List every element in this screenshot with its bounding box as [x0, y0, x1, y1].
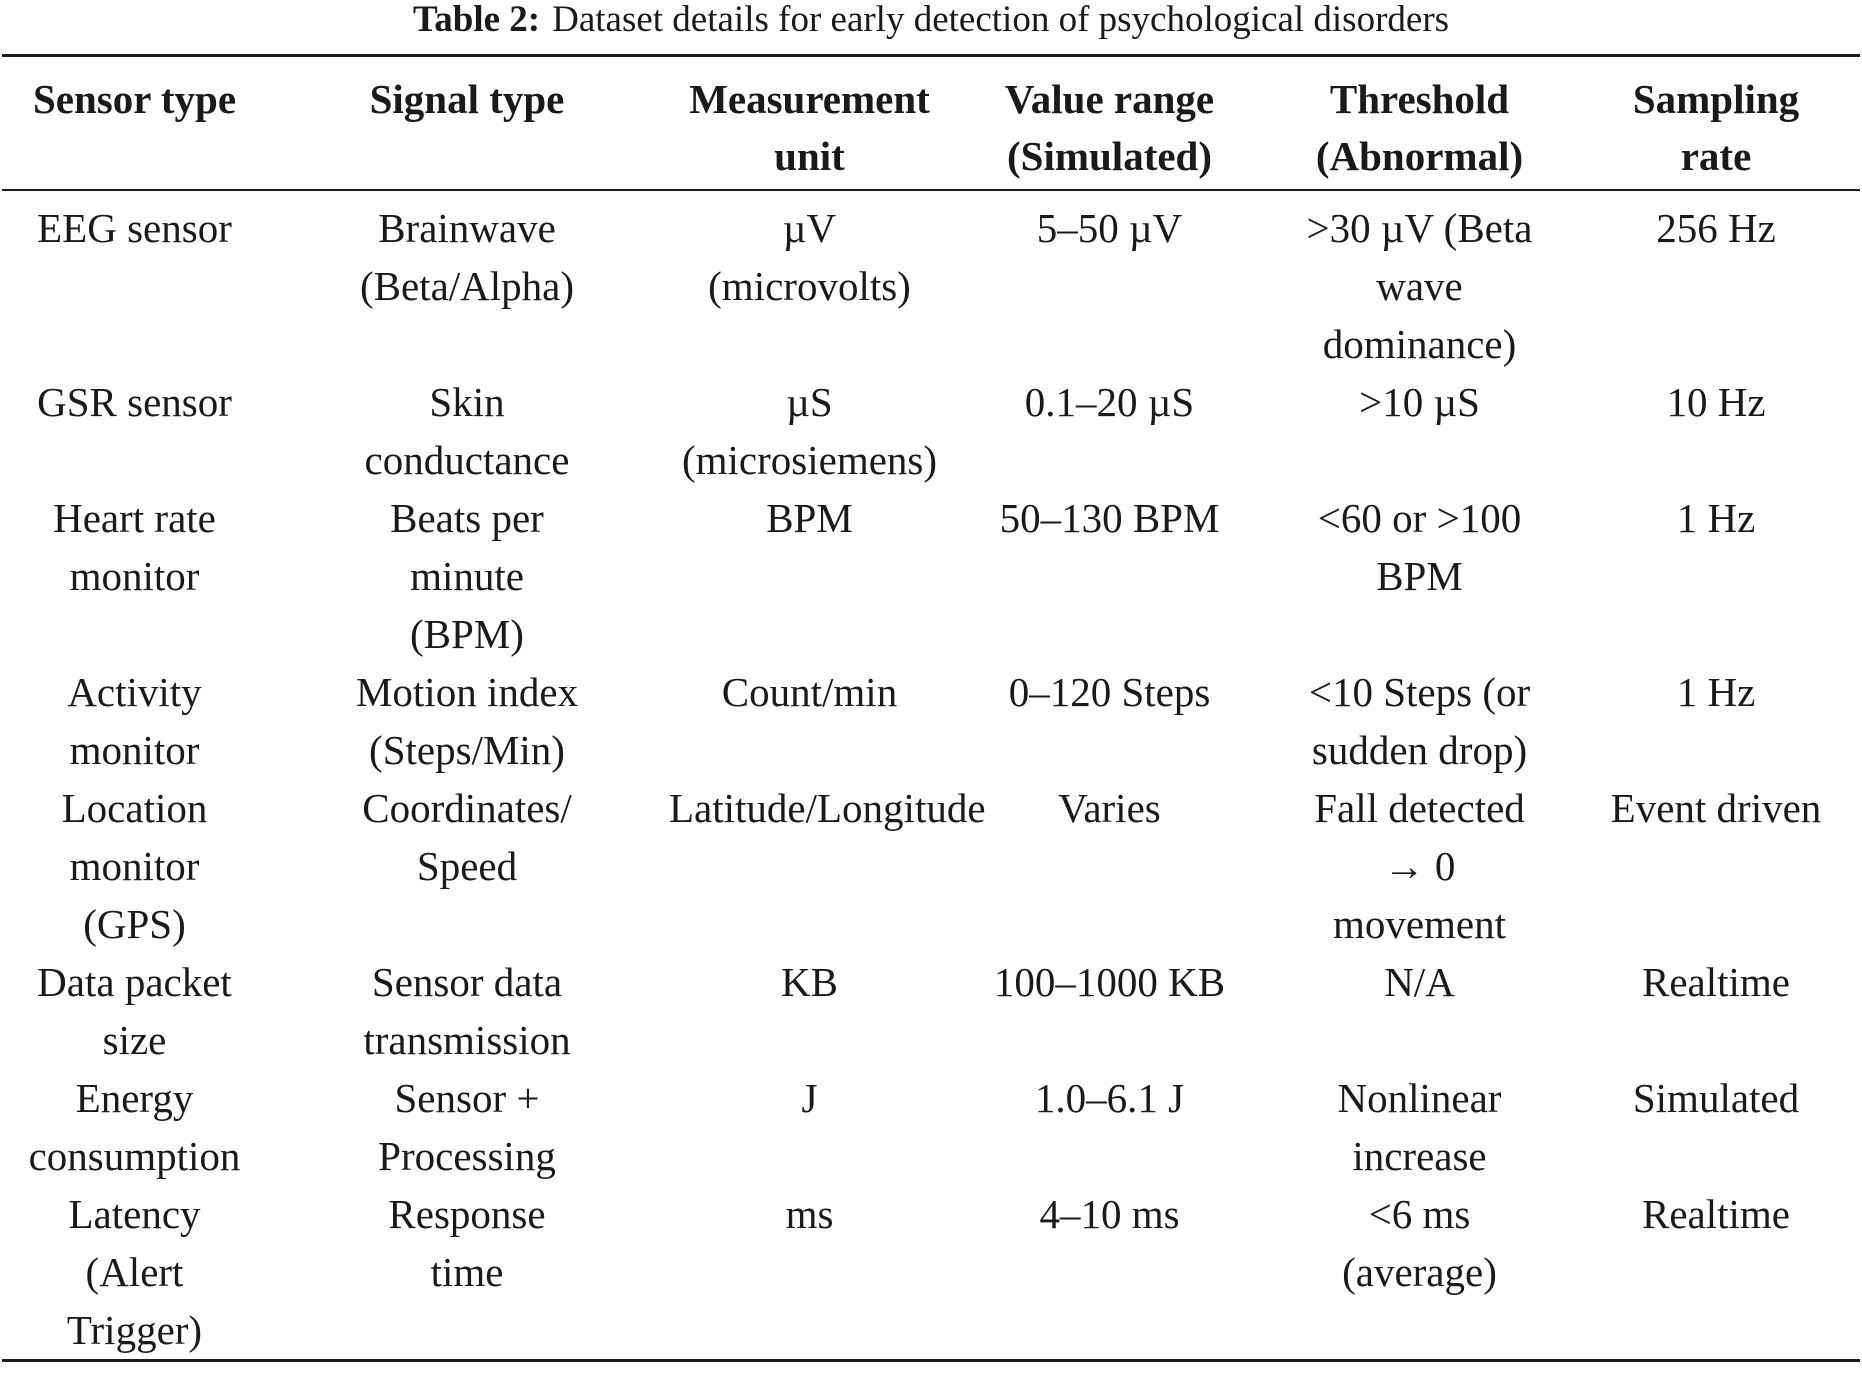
table-cell-value-range: [952, 1185, 1267, 1361]
table-cell-value-range: [952, 190, 1267, 373]
table-cell-sensor-type: [2, 779, 267, 953]
table-cell-sensor-type: [2, 190, 267, 373]
column-header-sampling-rate: [1572, 56, 1860, 191]
table-cell-line: Count/min: [721, 669, 898, 715]
table-cell-line: minute: [410, 553, 524, 599]
table-cell-measurement-unit: [667, 1185, 952, 1361]
table-cell-measurement-unit: [667, 1069, 952, 1185]
table-caption-label: Table 2:: [412, 0, 541, 40]
table-cell-line: dominance): [1322, 321, 1517, 367]
table-cell-threshold: [1267, 663, 1572, 779]
table-cell-line: Motion index: [355, 669, 579, 715]
table-cell-line: <60 or >100: [1317, 495, 1522, 541]
table-cell-line: (Beta/Alpha): [359, 263, 575, 309]
table-cell-line: Coordinates/: [362, 785, 572, 831]
table-row: [2, 489, 1860, 663]
table-cell-sensor-type: [2, 489, 267, 663]
table-cell-line: 1 Hz: [1676, 495, 1756, 541]
table-cell-signal-type: [267, 190, 667, 373]
table-cell-line: Fall detected: [1314, 785, 1525, 831]
table-cell-line: (Steps/Min): [369, 727, 565, 773]
table-cell-line: Response: [388, 1191, 546, 1237]
column-header-signal-type: [267, 56, 667, 191]
table-cell-line: sudden drop): [1311, 727, 1528, 773]
table-cell-signal-type: [267, 663, 667, 779]
table-cell-line: Latitude/Longitude: [669, 785, 986, 831]
table-cell-line: ms: [785, 1191, 834, 1237]
table-cell-line: consumption: [28, 1133, 241, 1179]
table-cell-line: µV: [782, 205, 837, 251]
table-cell-measurement-unit: [667, 953, 952, 1069]
table-cell-sampling-rate: [1572, 190, 1860, 373]
table-cell-line: >10 µS: [1359, 379, 1480, 425]
table-cell-line: <10 Steps (or: [1308, 669, 1531, 715]
column-header-sensor-type: [2, 56, 267, 191]
column-header-line: Threshold: [1329, 76, 1510, 122]
table-cell-threshold: [1267, 489, 1572, 663]
table-cell-sensor-type: [2, 663, 267, 779]
table-cell-threshold: [1267, 953, 1572, 1069]
column-header-measurement-unit: [667, 56, 952, 191]
table-cell-value-range: [952, 779, 1267, 953]
table-cell-line: Location: [61, 785, 208, 831]
table-cell-signal-type: [267, 373, 667, 489]
table-cell-line: → 0: [1383, 843, 1456, 889]
table-cell-line: 100–1000 KB: [993, 959, 1226, 1005]
table-cell-threshold: [1267, 1185, 1572, 1361]
table-row: [2, 953, 1860, 1069]
table-row: [2, 190, 1860, 373]
table-cell-line: conductance: [364, 437, 570, 483]
table-cell-line: increase: [1352, 1133, 1487, 1179]
column-header-line: Signal type: [369, 76, 565, 122]
table-cell-line: GSR sensor: [37, 379, 232, 425]
table-cell-line: Latency: [68, 1191, 201, 1237]
table-row: [2, 373, 1860, 489]
table-cell-value-range: [952, 1069, 1267, 1185]
table-cell-line: Processing: [378, 1133, 556, 1179]
table-cell-line: 1.0–6.1 J: [1034, 1075, 1185, 1121]
column-header-line: Value range: [1004, 76, 1215, 122]
table-cell-line: 0.1–20 µS: [1024, 379, 1195, 425]
table-cell-line: 5–50 µV: [1036, 205, 1183, 251]
dataset-details-table: [2, 54, 1860, 1362]
column-header-line: unit: [774, 133, 845, 179]
table-cell-line: Speed: [416, 843, 518, 889]
table-cell-signal-type: [267, 953, 667, 1069]
table-cell-line: Simulated: [1632, 1075, 1800, 1121]
table-cell-line: Nonlinear: [1337, 1075, 1502, 1121]
table-row: [2, 779, 1860, 953]
table-cell-line: Energy: [75, 1075, 194, 1121]
table-row: [2, 663, 1860, 779]
column-header-line: Sensor type: [32, 76, 237, 122]
table-header: [2, 56, 1860, 191]
table-cell-sensor-type: [2, 373, 267, 489]
table-cell-line: Trigger): [66, 1307, 203, 1353]
table-cell-line: movement: [1332, 901, 1507, 947]
table-cell-measurement-unit: [667, 190, 952, 373]
table-cell-sampling-rate: [1572, 953, 1860, 1069]
table-cell-line: 1 Hz: [1676, 669, 1756, 715]
table-cell-measurement-unit: [667, 489, 952, 663]
table-cell-threshold: [1267, 190, 1572, 373]
table-cell-line: Activity: [67, 669, 202, 715]
table-cell-line: Skin: [429, 379, 505, 425]
table-cell-line: Beats per: [390, 495, 544, 541]
table-cell-line: transmission: [363, 1017, 571, 1063]
table-caption-text: Dataset details for early detection of psychological disorders: [552, 0, 1450, 40]
column-header-line: (Simulated): [1007, 133, 1212, 179]
table-cell-line: time: [430, 1249, 504, 1295]
table-caption: [2, 0, 1860, 54]
table-cell-line: >30 µV (Beta: [1306, 205, 1533, 251]
table-cell-signal-type: [267, 779, 667, 953]
column-header-line: rate: [1680, 133, 1752, 179]
table-cell-measurement-unit: [667, 663, 952, 779]
column-header-value-range: [952, 56, 1267, 191]
table-cell-line: size: [102, 1017, 167, 1063]
table-cell-line: KB: [781, 959, 838, 1005]
table-row: [2, 1185, 1860, 1361]
table-cell-line: Sensor +: [394, 1075, 540, 1121]
table-cell-signal-type: [267, 489, 667, 663]
table-cell-line: 0–120 Steps: [1008, 669, 1211, 715]
table-cell-line: monitor: [69, 843, 200, 889]
column-header-line: (Abnormal): [1315, 133, 1524, 179]
column-header-threshold: [1267, 56, 1572, 191]
table-cell-line: (BPM): [410, 611, 524, 657]
table-cell-signal-type: [267, 1185, 667, 1361]
table-cell-signal-type: [267, 1069, 667, 1185]
table-cell-line: N/A: [1384, 959, 1455, 1005]
column-header-line: Measurement: [689, 76, 930, 122]
table-cell-line: Data packet: [37, 959, 232, 1005]
table-cell-line: Brainwave: [378, 205, 556, 251]
table-cell-line: (microsiemens): [681, 437, 938, 483]
table-row: [2, 1069, 1860, 1185]
table-cell-line: 256 Hz: [1656, 205, 1776, 251]
table-cell-line: (GPS): [83, 901, 186, 947]
table-cell-line: µS: [786, 379, 833, 425]
table-cell-line: BPM: [766, 495, 853, 541]
table-cell-line: monitor: [69, 553, 200, 599]
table-cell-threshold: [1267, 1069, 1572, 1185]
table-cell-line: 50–130 BPM: [999, 495, 1220, 541]
table-cell-line: (average): [1342, 1249, 1497, 1295]
table-cell-line: BPM: [1376, 553, 1463, 599]
table-cell-line: J: [801, 1075, 818, 1121]
table-cell-line: EEG sensor: [37, 205, 232, 251]
table-cell-value-range: [952, 489, 1267, 663]
table-cell-sampling-rate: [1572, 489, 1860, 663]
table-cell-sensor-type: [2, 953, 267, 1069]
table-cell-sampling-rate: [1572, 663, 1860, 779]
table-cell-line: Realtime: [1641, 1191, 1790, 1237]
table-cell-line: <6 ms: [1368, 1191, 1471, 1237]
table-cell-line: (Alert: [85, 1249, 184, 1295]
table-cell-measurement-unit: [667, 373, 952, 489]
table-cell-sampling-rate: [1572, 1185, 1860, 1361]
table-cell-sensor-type: [2, 1185, 267, 1361]
table-cell-line: wave: [1376, 263, 1463, 309]
table-cell-line: monitor: [69, 727, 200, 773]
table-cell-line: Event driven: [1610, 785, 1822, 831]
table-cell-sampling-rate: [1572, 1069, 1860, 1185]
table-cell-line: Realtime: [1641, 959, 1790, 1005]
table-cell-measurement-unit: [667, 779, 986, 953]
table-cell-line: 10 Hz: [1666, 379, 1766, 425]
table-cell-sampling-rate: [1572, 373, 1860, 489]
table-cell-line: Sensor data: [371, 959, 563, 1005]
table-cell-threshold: [1267, 373, 1572, 489]
table-cell-value-range: [952, 953, 1267, 1069]
table-cell-value-range: [952, 663, 1267, 779]
table-cell-sensor-type: [2, 1069, 267, 1185]
table-body: [2, 190, 1860, 1361]
column-header-line: Sampling: [1632, 76, 1800, 122]
table-cell-threshold: [1267, 779, 1572, 953]
table-header-row: [2, 56, 1860, 191]
table-cell-line: Heart rate: [53, 495, 216, 541]
table-cell-value-range: [952, 373, 1267, 489]
table-cell-line: Varies: [1058, 785, 1161, 831]
table-cell-sampling-rate: [1572, 779, 1860, 953]
table-cell-line: 4–10 ms: [1039, 1191, 1180, 1237]
table-cell-line: (microvolts): [708, 263, 911, 309]
